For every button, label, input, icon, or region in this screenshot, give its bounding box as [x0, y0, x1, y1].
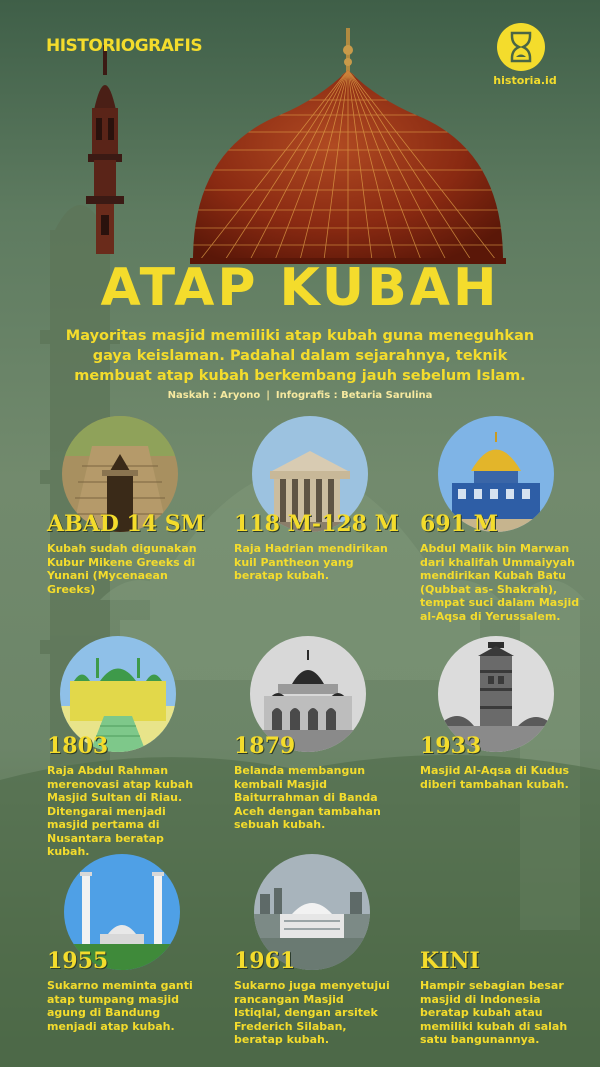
page-title: ATAP KUBAH	[100, 258, 500, 318]
timeline-year: 691 M	[420, 511, 498, 537]
site-name: historia.id	[493, 74, 557, 87]
timeline-year: ABAD 14 SM	[47, 511, 205, 537]
brand-logo-text: HISTORIOGRAFIS	[46, 36, 203, 56]
timeline-year: 118 M-128 M	[234, 511, 399, 537]
illustrator-credit: Infografis : Betaria Sarulina	[275, 390, 433, 401]
timeline-year: 1955	[47, 948, 109, 974]
hourglass-logo-icon	[496, 22, 546, 72]
credit-separator: |	[266, 390, 270, 401]
timeline-description: Kubah sudah digunakan Kubur Mikene Greeks di Yunani (Mycenaean Greeks)	[47, 542, 197, 596]
timeline-description: Masjid Al-Aqsa di Kudus diberi tambahan kubah.	[420, 764, 570, 791]
timeline-description: Abdul Malik bin Marwan dari khalifah Ummaiyyah mendirikan Kubah Batu (Qubbat as- Shakrah), tempat suci dalam Masjid al-Aqsa di Yerussalem.	[420, 542, 580, 623]
timeline-description: Sukarno meminta ganti atap tumpang masjid agung di Bandung menjadi atap kubah.	[47, 979, 193, 1033]
timeline-description: Belanda membangun kembali Masjid Baiturrahman di Banda Aceh dengan tambahan sebuah kubah.	[234, 764, 381, 831]
dome-illustration	[190, 28, 510, 264]
timeline-description: Raja Abdul Rahman merenovasi atap kubah Masjid Sultan di Riau. Ditengarai menjadi masjid pertama di Nusantara beratap kubah.	[47, 764, 194, 858]
timeline-description: Sukarno juga menyetujui rancangan Masjid Istiqlal, dengan arsitek Frederich Silaban, beratap kubah.	[234, 979, 390, 1046]
timeline-year: 1879	[234, 733, 296, 759]
author-credit: Naskah : Aryono	[167, 390, 261, 401]
timeline-year: 1803	[47, 733, 109, 759]
intro-text: Mayoritas masjid memiliki atap kubah guna meneguhkan gaya keislaman. Padahal dalam sejarahnya, teknik membuat atap kubah berkembang jauh sebelum Islam.	[65, 328, 535, 384]
timeline-description: Raja Hadrian mendirikan kuil Pantheon yang beratap kubah.	[234, 542, 388, 582]
timeline-description: Hampir sebagian besar masjid di Indonesia beratap kubah atau memiliki kubah di salah satu bangunannya.	[420, 979, 568, 1046]
timeline-year: 1933	[420, 733, 482, 759]
timeline-year: KINI	[420, 948, 480, 974]
credits	[0, 390, 600, 401]
timeline-year: 1961	[234, 948, 296, 974]
